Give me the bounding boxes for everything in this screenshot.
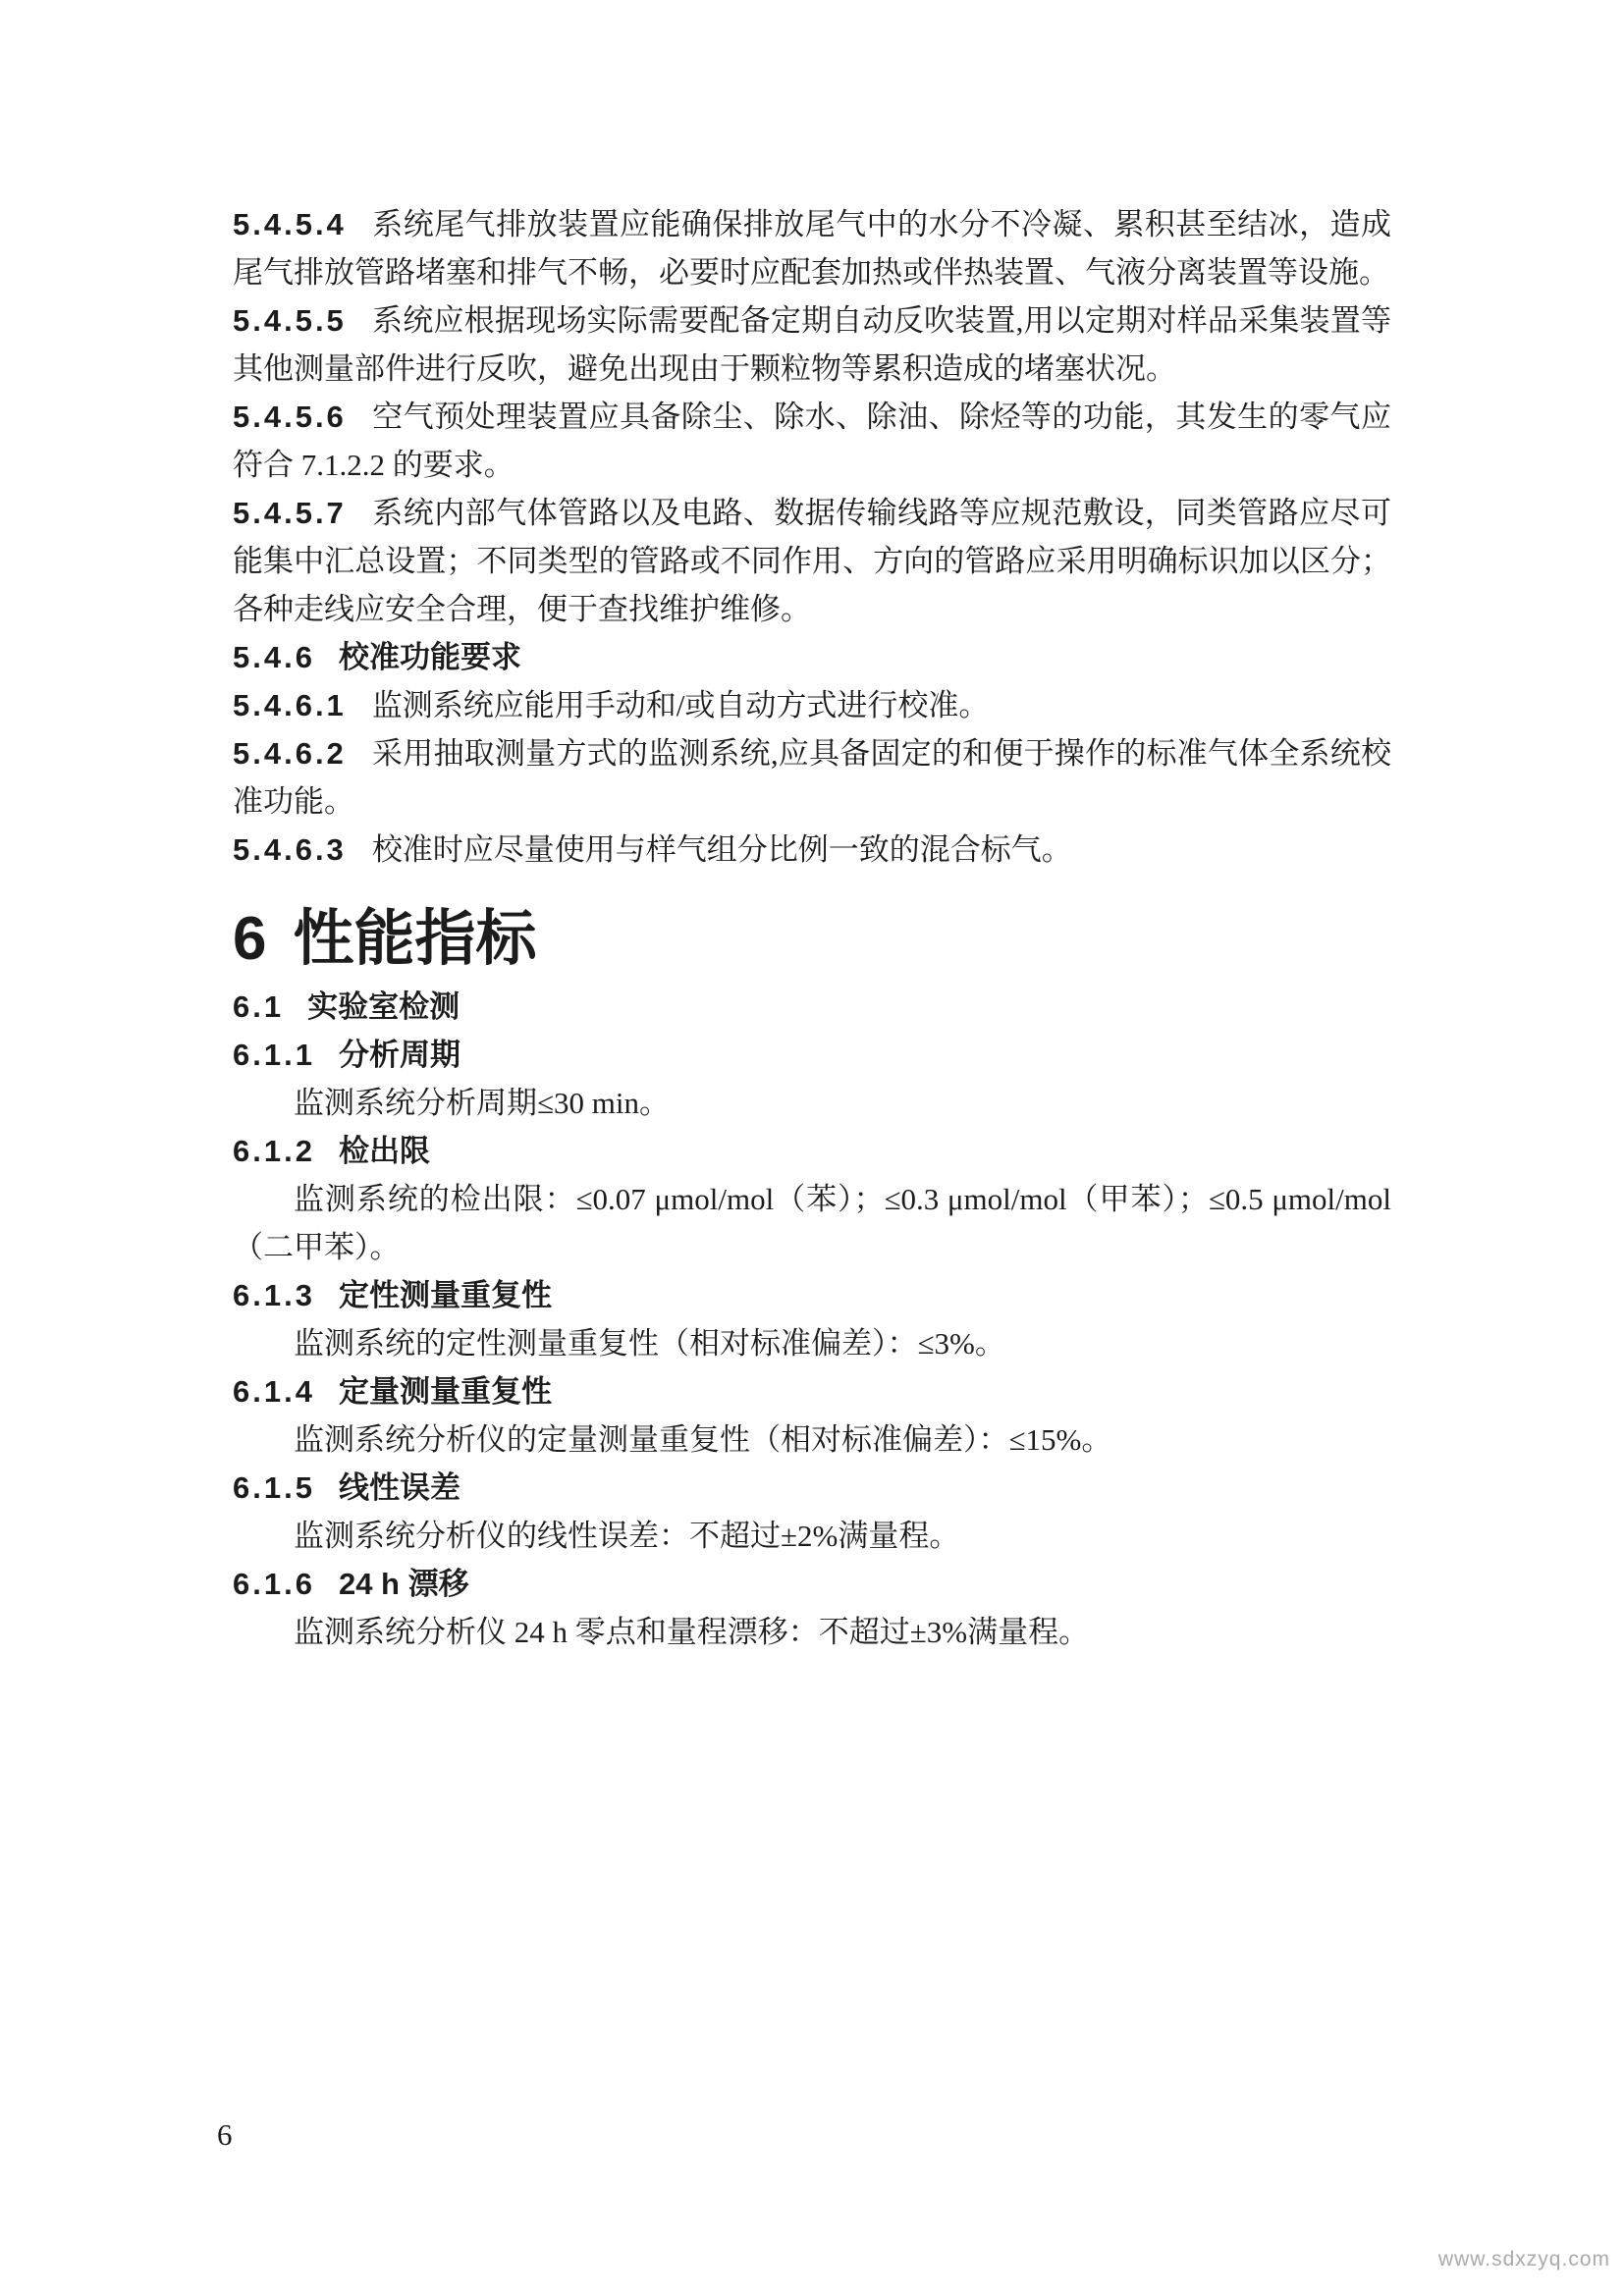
section-number: 6.1.2: [233, 1134, 315, 1168]
section-number: 6.1: [233, 989, 285, 1024]
section-heading-6-1-1: [233, 1031, 1391, 1079]
clause-number: 5.4.6.3: [233, 832, 347, 867]
clause-number: 5.4.5.4: [233, 207, 347, 241]
section-title: 分析周期: [338, 1038, 460, 1072]
clause-text: 空气预处理装置应具备除尘、除水、除油、除烃等的功能，其发生的零气应符合 7.1.2.2 的要求。: [233, 400, 1391, 482]
chapter-heading-6: [233, 905, 1391, 973]
document-body: [233, 200, 1391, 1656]
section-heading-5-4-6: [233, 633, 1391, 681]
clause-paragraph-5-4-6-2: [233, 729, 1391, 826]
clause-text: 系统内部气体管路以及电路、数据传输线路等应规范敷设，同类管路应尽可能集中汇总设置；不同类型的管路或不同作用、方向的管路应采用明确标识加以区分；各种走线应安全合理，便于查找维护维修。: [233, 496, 1391, 626]
section-number: 6.1.4: [233, 1374, 315, 1409]
section-title: 24 h 漂移: [338, 1567, 469, 1601]
clause-text: 系统尾气排放装置应能确保排放尾气中的水分不冷凝、累积甚至结冰，造成尾气排放管路堵塞和排气不畅，必要时应配套加热或伴热装置、气液分离装置等设施。: [233, 207, 1391, 290]
section-title: 校准功能要求: [338, 640, 521, 674]
section-heading-6-1-3: [233, 1271, 1391, 1319]
clause-text: 采用抽取测量方式的监测系统,应具备固定的和便于操作的标准气体全系统校准功能。: [233, 736, 1391, 819]
page-number: 6: [217, 2117, 233, 2152]
watermark-text: www.sdxzyq.com: [1437, 2248, 1610, 2270]
section-title: 定量测量重复性: [338, 1374, 552, 1409]
body-paragraph: 监测系统的定性测量重复性（相对标准偏差）：≤3%。: [294, 1326, 1005, 1361]
body-paragraph: 监测系统分析仪的线性误差：不超过±2%满量程。: [294, 1519, 960, 1553]
clause-paragraph-5-4-5-6: [233, 393, 1391, 489]
clause-text: 监测系统应能用手动和/或自动方式进行校准。: [371, 688, 990, 722]
clause-text: 系统应根据现场实际需要配备定期自动反吹装置,用以定期对样品采集装置等其他测量部件进行反吹，避免出现由于颗粒物等累积造成的堵塞状况。: [233, 303, 1391, 386]
section-number: 5.4.6: [233, 640, 315, 674]
section-number: 6.1.5: [233, 1470, 315, 1505]
body-paragraph: 监测系统分析仪 24 h 零点和量程漂移：不超过±3%满量程。: [294, 1615, 1090, 1649]
section-heading-6-1-5: [233, 1464, 1391, 1512]
clause-number: 5.4.5.7: [233, 496, 347, 530]
section-number: 6: [233, 905, 270, 973]
section-title: 线性误差: [338, 1470, 460, 1505]
clause-number: 5.4.5.6: [233, 400, 347, 434]
section-heading-6-1-2: [233, 1127, 1391, 1175]
section-title: 实验室检测: [307, 989, 460, 1024]
section-heading-6-1-4: [233, 1367, 1391, 1415]
clause-text: 校准时应尽量使用与样气组分比例一致的混合标气。: [371, 832, 1072, 867]
clause-paragraph-5-4-5-5: [233, 296, 1391, 393]
body-paragraph: 监测系统分析仪的定量测量重复性（相对标准偏差）：≤15%。: [294, 1422, 1112, 1457]
body-paragraph: 监测系统分析周期≤30 min。: [294, 1086, 670, 1120]
clause-number: 5.4.5.5: [233, 303, 347, 338]
clause-paragraph-5-4-6-1: [233, 681, 1391, 729]
body-paragraph: 监测系统的检出限：≤0.07 μmol/mol（苯）；≤0.3 μmol/mol（甲苯）；≤0.5 μmol/mol（二甲苯）。: [233, 1182, 1391, 1264]
clause-number: 5.4.6.1: [233, 688, 347, 722]
section-title: 检出限: [338, 1134, 430, 1168]
section-number: 6.1.6: [233, 1567, 315, 1601]
clause-number: 5.4.6.2: [233, 736, 347, 771]
clause-paragraph-5-4-5-7: [233, 489, 1391, 633]
section-number: 6.1.1: [233, 1038, 315, 1072]
section-number: 6.1.3: [233, 1278, 315, 1312]
clause-paragraph-5-4-5-4: [233, 200, 1391, 296]
section-title: 定性测量重复性: [338, 1278, 552, 1312]
section-heading-6-1: [233, 983, 1391, 1031]
section-title: 性能指标: [293, 905, 537, 973]
clause-paragraph-5-4-6-3: [233, 826, 1391, 874]
section-heading-6-1-6: [233, 1560, 1391, 1608]
